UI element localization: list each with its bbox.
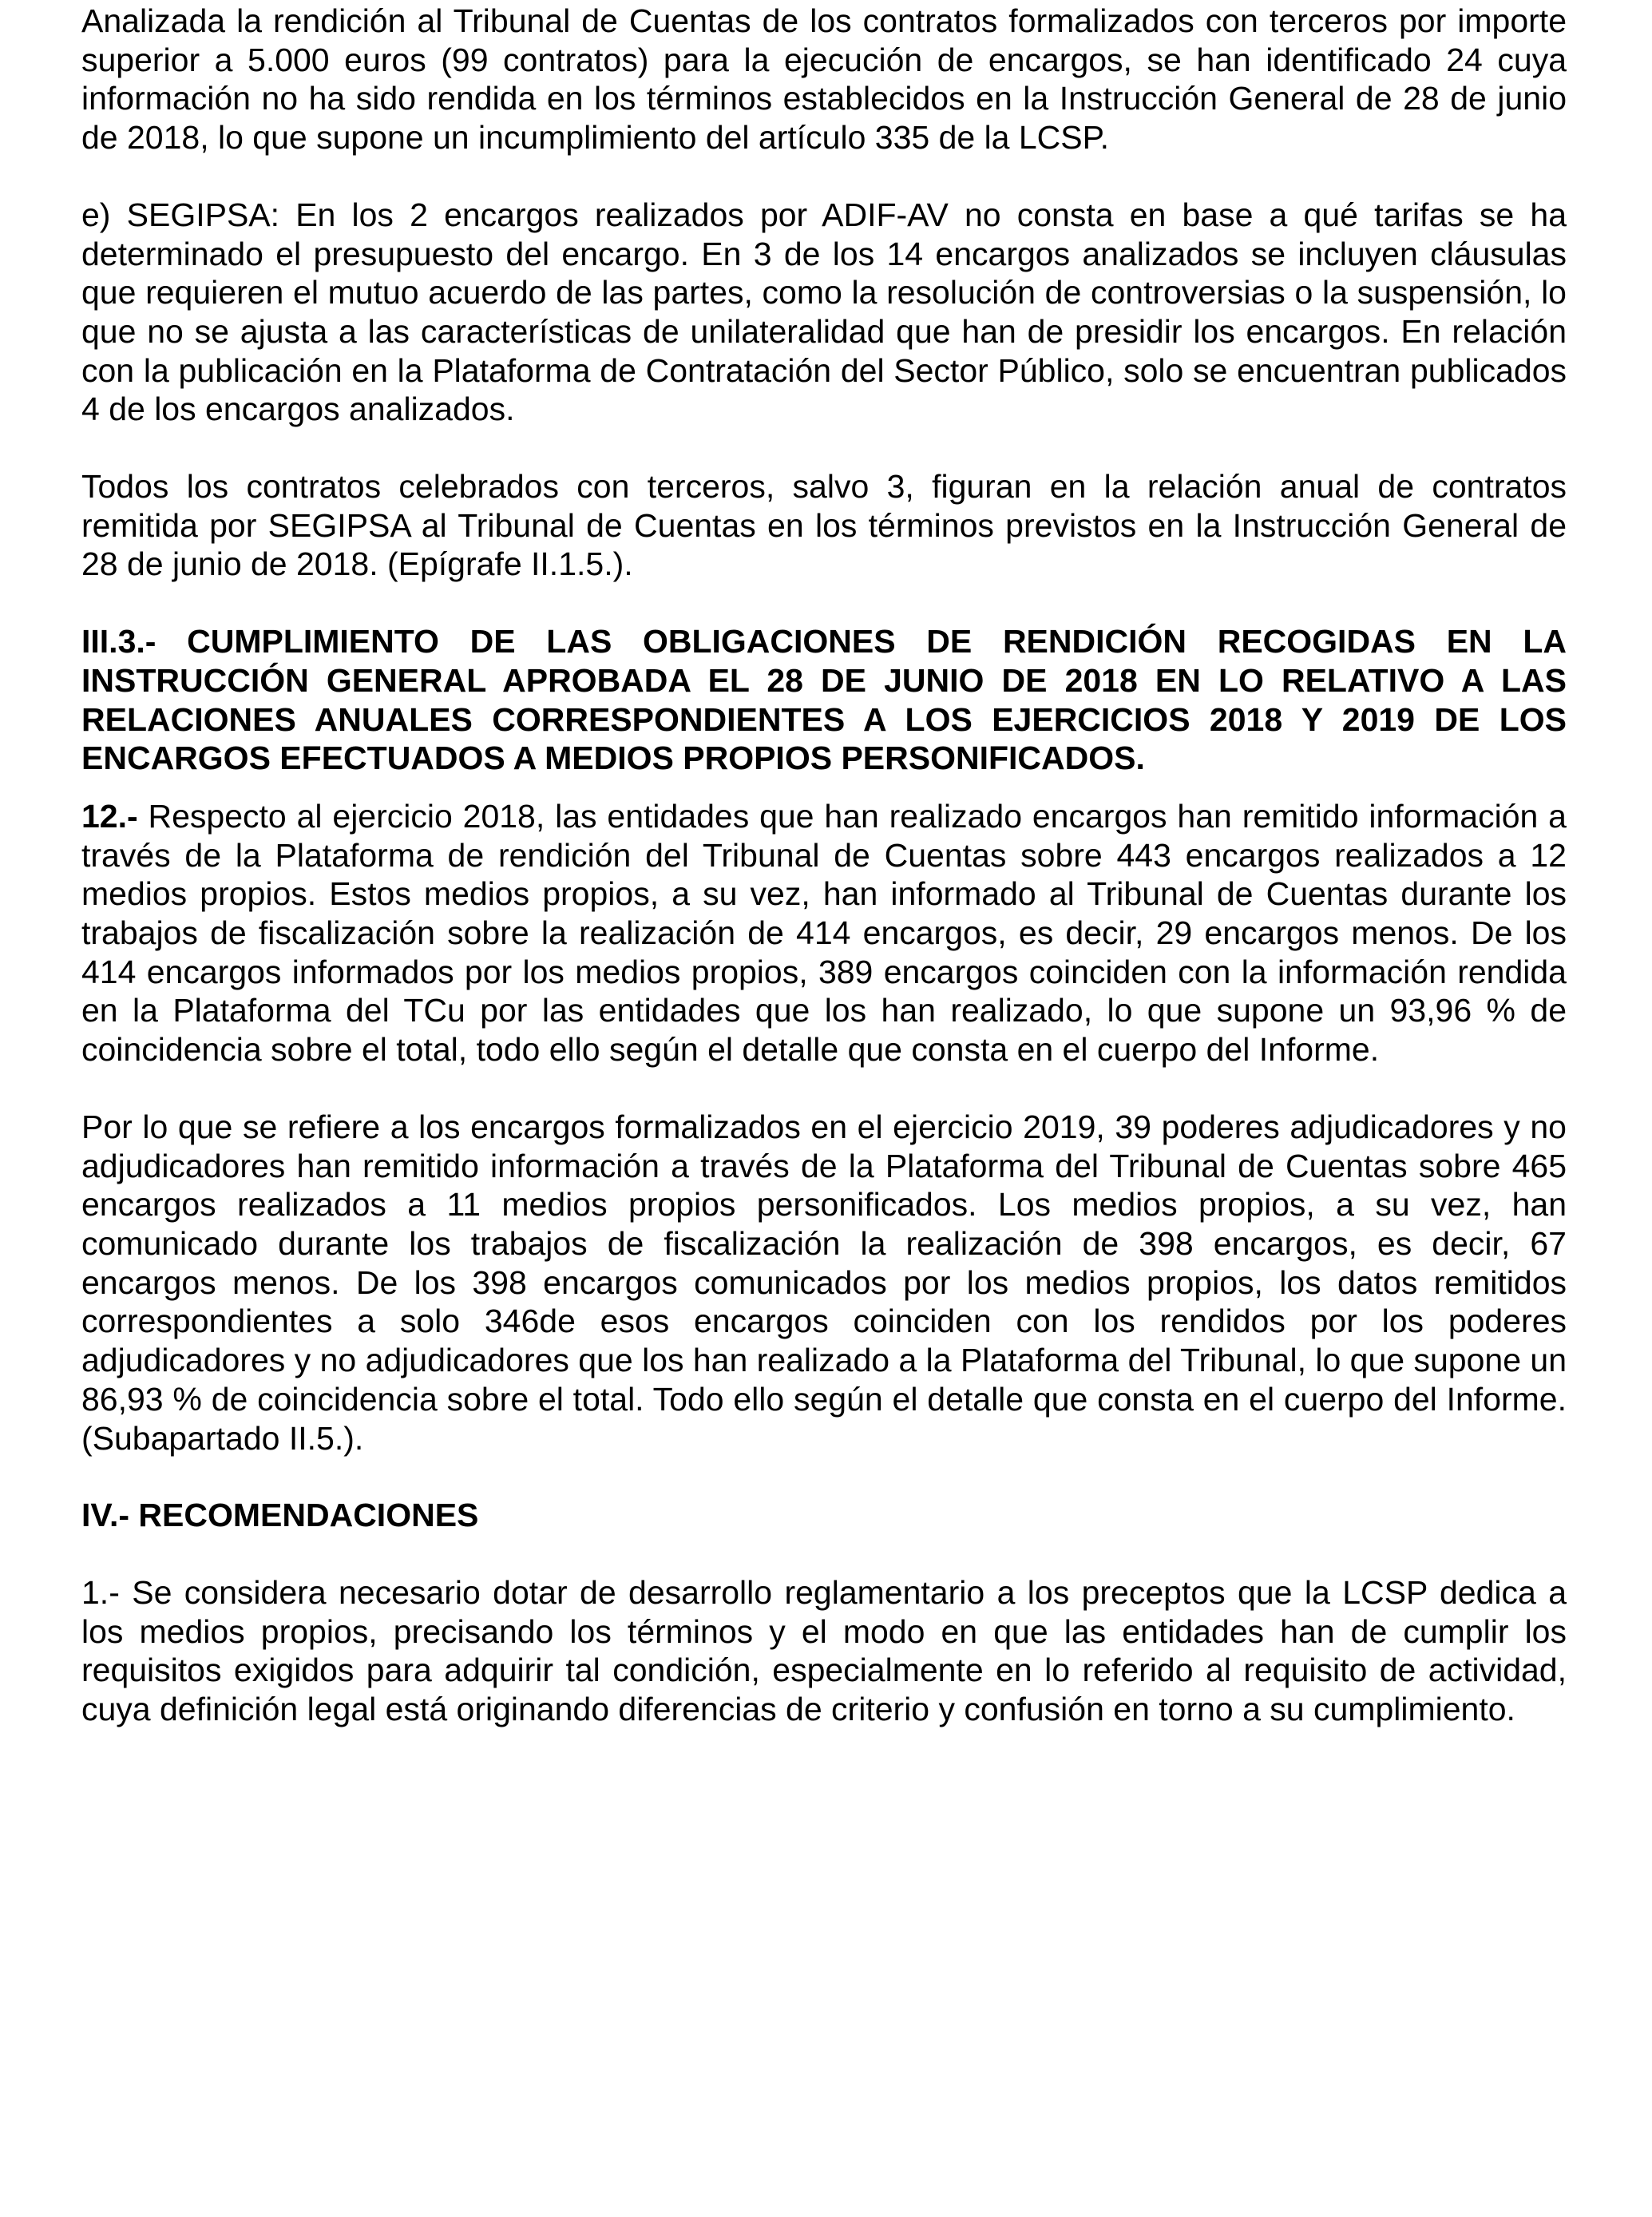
paragraph-third-party-contracts: Todos los contratos celebrados con terceros, salvo 3, figuran en la relación anual de contratos remitida por SEGIPSA al Tribunal de Cuentas en los términos previstos en la Instrucción General de 28 de junio de 2018. (Epígrafe II.1.5.). xyxy=(81,468,1567,583)
paragraph-number: 12.- xyxy=(81,797,138,835)
paragraph-exercise-2019: Por lo que se refiere a los encargos formalizados en el ejercicio 2019, 39 poderes adjudicadores y no adjudicadores han remitido información a través de la Plataforma del Tribunal de Cuentas sobre 465 encargos realizados a 11 medios propios personificados. Los medios propios, a su vez, han comunicado durante los trabajos de fiscalización la realización de 398 encargos, es decir, 67 encargos menos. De los 398 encargos comunicados por los medios propios, los datos remitidos correspondientes a solo 346de esos encargos coinciden con los rendidos por los poderes adjudicadores y no adjudicadores que los han realizado a la Plataforma del Tribunal, lo que supone un 86,93 % de coincidencia sobre el total. Todo ello según el detalle que consta en el cuerpo del Informe. (Subapartado II.5.). xyxy=(81,1108,1567,1457)
document-page xyxy=(81,0,1567,1767)
paragraph-contracts-rendition: Analizada la rendición al Tribunal de Cuentas de los contratos formalizados con terceros por importe superior a 5.000 euros (99 contratos) para la ejecución de encargos, se han identificado 24 cuya información no ha sido rendida en los términos establecidos en la Instrucción General de 28 de junio de 2018, lo que supone un incumplimiento del artículo 335 de la LCSP. xyxy=(81,2,1567,157)
section-heading-iv: IV.- RECOMENDACIONES xyxy=(81,1497,479,1534)
paragraph-recommendation-1: 1.- Se considera necesario dotar de desarrollo reglamentario a los preceptos que la LCSP dedica a los medios propios, precisando los términos y el modo en que las entidades han de cumplir los requisitos exigidos para adquirir tal condición, especialmente en lo referido al requisito de actividad, cuya definición legal está originando diferencias de criterio y confusión en torno a su cumplimiento. xyxy=(81,1573,1567,1728)
paragraph-12-text: Respecto al ejercicio 2018, las entidades que han realizado encargos han remitido información a través de la Plataforma de rendición del Tribunal de Cuentas sobre 443 encargos realizados a 12 medios propios. Estos medios propios, a su vez, han informado al Tribunal de Cuentas durante los trabajos de fiscalización sobre la realización de 414 encargos, es decir, 29 encargos menos. De los 414 encargos informados por los medios propios, 389 encargos coinciden con la información rendida en la Plataforma del TCu por las entidades que los han realizado, lo que supone un 93,96 % de coincidencia sobre el total, todo ello según el detalle que consta en el cuerpo del Informe. xyxy=(81,797,1567,1069)
paragraph-segipsa: e) SEGIPSA: En los 2 encargos realizados por ADIF-AV no consta en base a qué tarifas se ha determinado el presupuesto del encargo. En 3 de los 14 encargos analizados se incluyen cláusulas que requieren el mutuo acuerdo de las partes, como la resolución de controversias o la suspensión, lo que no se ajusta a las características de unilateralidad que han de presidir los encargos. En relación con la publicación en la Plataforma de Contratación del Sector Público, solo se encuentran publicados 4 de los encargos analizados. xyxy=(81,196,1567,428)
paragraph-12-exercise-2018 xyxy=(81,797,1567,1069)
section-heading-iii-3: III.3.- CUMPLIMIENTO DE LAS OBLIGACIONES DE RENDICIÓN RECOGIDAS EN LA INSTRUCCIÓN GENERAL APROBADA EL 28 DE JUNIO DE 2018 EN LO RELATIVO A LAS RELACIONES ANUALES CORRESPONDIENTES A LOS EJERCICIOS 2018 Y 2019 DE LOS ENCARGOS EFECTUADOS A MEDIOS PROPIOS PERSONIFICADOS. xyxy=(81,623,1567,777)
